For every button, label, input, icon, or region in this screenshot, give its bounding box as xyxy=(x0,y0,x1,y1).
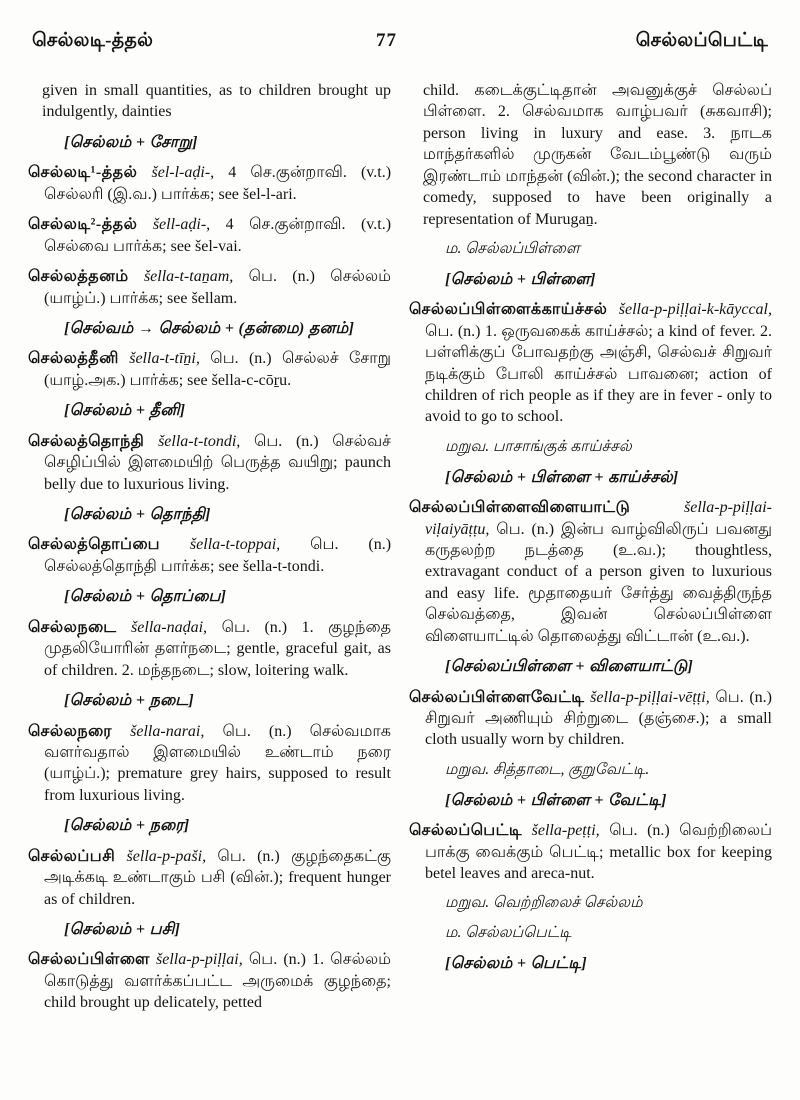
reference-line: ம. செல்லப்பெட்டி xyxy=(445,924,572,942)
entry-body: given in small quantities, as to children brought up indulgently, dainties xyxy=(42,82,391,121)
entry-continuation xyxy=(28,80,391,123)
transliteration: šella-naḍai, xyxy=(131,618,208,636)
transliteration: šella-p-piḷḷai, xyxy=(156,951,243,969)
entry xyxy=(28,721,391,807)
headword: செல்லப்பிள்ளைவிளையாட்டு xyxy=(409,499,631,517)
transliteration: šel-l-aḍi-, xyxy=(151,164,215,182)
etymology-line: [செல்லம் + சோறு] xyxy=(64,133,198,151)
transliteration: šella-t-taṉam, xyxy=(143,268,234,286)
headword: செல்லடி²-த்தல் xyxy=(28,216,138,234)
headword: செல்லத்தீனி xyxy=(28,350,119,368)
entry-body: 4 செ.குன்றாவி. (v.t.) செல்வை பார்க்க; see šel-vai. xyxy=(44,216,392,255)
entry xyxy=(28,846,391,910)
entry-body: child. கடைக்குட்டிதான் அவனுக்குச் செல்லப் பிள்ளை. 2. செல்வமாக வாழ்பவர் (சுகவாசி); person living in luxury and ease. 3. நாடக மாந்தர்களில் முருகன் வேடம்பூண்டு வரும் இரண்டாம் மாந்தன் (வின்.); the second character in comedy, supposed to have been originally a representation of Murugaṉ. xyxy=(423,82,772,228)
etymology-line: [செல்வம் → செல்லம் + (தன்மை) தனம்] xyxy=(64,319,355,337)
headword: செல்லத்தொந்தி xyxy=(28,432,145,450)
entry-body: பெ. (n.) 1. ஒருவகைக் காய்ச்சல்; a kind of fever. 2. பள்ளிக்குப் போவதற்கு அஞ்சி, செல்வச் சிறுவர் நடிக்கும் போலி காய்ச்சல் பாவனை; action of children of rich people as if they are in fever - only to avoid to go to school. xyxy=(425,322,772,426)
headword: செல்லநடை xyxy=(28,618,117,636)
transliteration: šella-t-tīṉi, xyxy=(129,350,200,368)
entry xyxy=(28,214,391,257)
etymology-line: [செல்லம் + பெட்டி] xyxy=(445,954,587,972)
reference-line: ம. செல்லப்பிள்ளை xyxy=(445,240,580,258)
entry-body: பெ. (n.) சிறுவர் அணியும் சிற்றுடை (தஞ்சை.); a small cloth usually worn by children. xyxy=(425,688,772,749)
entry-body: 4 செ.குன்றாவி. (v.t.) செல்லரி (இ.வ.) பார்க்க; see šel-l-ari. xyxy=(44,164,392,203)
reference-line: மறுவ. வெற்றிலைச் செல்லம் xyxy=(445,894,643,912)
transliteration: šella-p-paši, xyxy=(126,847,207,865)
entry-body: பெ. (n.) வெற்றிலைப் பாக்கு வைக்கும் பெட்டி; metallic box for keeping betel leaves and areca-nut. xyxy=(425,822,773,882)
page-body xyxy=(28,80,772,1023)
etymology-line: [செல்லம் + நடை] xyxy=(64,692,194,710)
entry xyxy=(28,266,391,309)
header-guideword-right: செல்லப்பெட்டி xyxy=(635,30,768,51)
page-header xyxy=(28,30,772,54)
entry xyxy=(409,497,772,647)
etymology-line: [செல்லம் + பிள்ளை] xyxy=(445,270,596,288)
entry-continuation xyxy=(409,80,772,230)
etymology-line: [செல்லம் + பசி] xyxy=(64,921,181,938)
reference-line: மறுவ. சித்தாடை, குறுவேட்டி. xyxy=(445,760,650,778)
entry-body: பெ. (n.) செல்வமாக வளர்வதால் இளமையில் உண்டாம் நரை (யாழ்ப்.); premature grey hairs, supposed to result from luxurious living. xyxy=(44,722,392,804)
header-guideword-left: செல்லடி-த்தல் xyxy=(32,30,154,51)
etymology-line: [செல்லம் + நரை] xyxy=(64,817,190,835)
headword: செல்லப்பிள்ளைக்காய்ச்சல் xyxy=(409,301,608,319)
column-right xyxy=(409,80,772,1023)
headword: செல்லப்பிள்ளை xyxy=(28,951,150,969)
entry xyxy=(409,299,772,428)
headword: செல்லடி¹-த்தல் xyxy=(28,164,138,182)
entry xyxy=(409,687,772,751)
entry-body: பெ. (n.) குழந்தைகட்கு அடிக்கடி உண்டாகும் பசி (வின்.); frequent hunger as of children. xyxy=(44,847,392,908)
transliteration: šella-t-toppai, xyxy=(189,536,281,554)
reference-line: மறுவ. பாசாங்குக் காய்ச்சல் xyxy=(445,437,632,455)
transliteration: šella-p-piḷḷai-viḷaiyāṭṭu, xyxy=(425,499,772,538)
transliteration: šella-t-tondi, xyxy=(158,432,241,450)
entry xyxy=(28,431,391,495)
transliteration: šell-aḍi-, xyxy=(152,216,211,234)
etymology-line: [செல்லம் + பிள்ளை + வேட்டி] xyxy=(445,791,667,809)
transliteration: šella-p-piḷḷai-vēṭṭi, xyxy=(590,688,710,706)
transliteration: šella-p-piḷḷai-k-kāyccal, xyxy=(618,301,772,319)
headword: செல்லநரை xyxy=(28,722,113,740)
entry xyxy=(28,617,391,681)
etymology-line: [செல்லப்பிள்ளை + விளையாட்டு] xyxy=(445,658,694,676)
transliteration: šella-narai, xyxy=(130,722,205,740)
headword: செல்லப்பெட்டி xyxy=(409,822,523,840)
headword: செல்லத்தொப்பை xyxy=(28,536,160,554)
entry xyxy=(28,348,391,391)
headword: செல்லப்பிள்ளைவேட்டி xyxy=(409,688,585,706)
entry-body: பெ. (n.) 1. செல்லம் கொடுத்து வளர்க்கப்பட்ட அருமைக் குழந்தை; child brought up delicately, petted xyxy=(44,951,392,1012)
etymology-line: [செல்லம் + தீனி] xyxy=(64,402,186,420)
entry-body: பெ. (n.) செல்லச் சோறு (யாழ்.அக.) பார்க்க; see šella-c-cōṟu. xyxy=(44,350,392,389)
transliteration: šella-peṭṭi, xyxy=(531,822,600,840)
etymology-line: [செல்லம் + தொந்தி] xyxy=(64,506,211,523)
headword: செல்லப்பசி xyxy=(28,847,116,865)
page-number: 77 xyxy=(375,30,397,51)
entry-body: பெ. (n.) செல்லத்தொந்தி பார்க்க; see šella-t-tondi. xyxy=(44,536,392,575)
headword: செல்லத்தனம் xyxy=(28,268,129,286)
etymology-line: [செல்லம் + பிள்ளை + காய்ச்சல்] xyxy=(445,468,679,486)
entry-body: பெ. (n.) 1. குழந்தை முதலியோரின் தளர்நடை; gentle, graceful gait, as of children. 2. மந்தநடை; slow, loitering walk. xyxy=(44,618,392,679)
column-left xyxy=(28,80,391,1023)
entry-body: பெ. (n.) செல்வச் செழிப்பில் இளமையிற் பெருத்த வயிறு; paunch belly due to luxurious living. xyxy=(44,432,392,493)
etymology-line: [செல்லம் + தொப்பை] xyxy=(64,588,227,606)
entry xyxy=(28,949,391,1013)
entry-body: பெ. (n.) செல்லம் (யாழ்ப்.) பார்க்க; see šellam. xyxy=(44,268,392,307)
entry xyxy=(28,162,391,205)
entry xyxy=(28,534,391,577)
entry xyxy=(409,820,772,884)
entry-body: பெ. (n.) இன்ப வாழ்விலிருப் பவனது கருதலற்ற நடத்தை (உ.வ.); thoughtless, extravagant conduct of a person given to luxurious and easy life. மூதாதையர் சேர்த்து வைத்திருந்த செல்வத்தை, இவன் செல்லப்பிள்ளை விளையாட்டில் தொலைத்து விட்டான் (உ.வ.). xyxy=(425,520,773,645)
